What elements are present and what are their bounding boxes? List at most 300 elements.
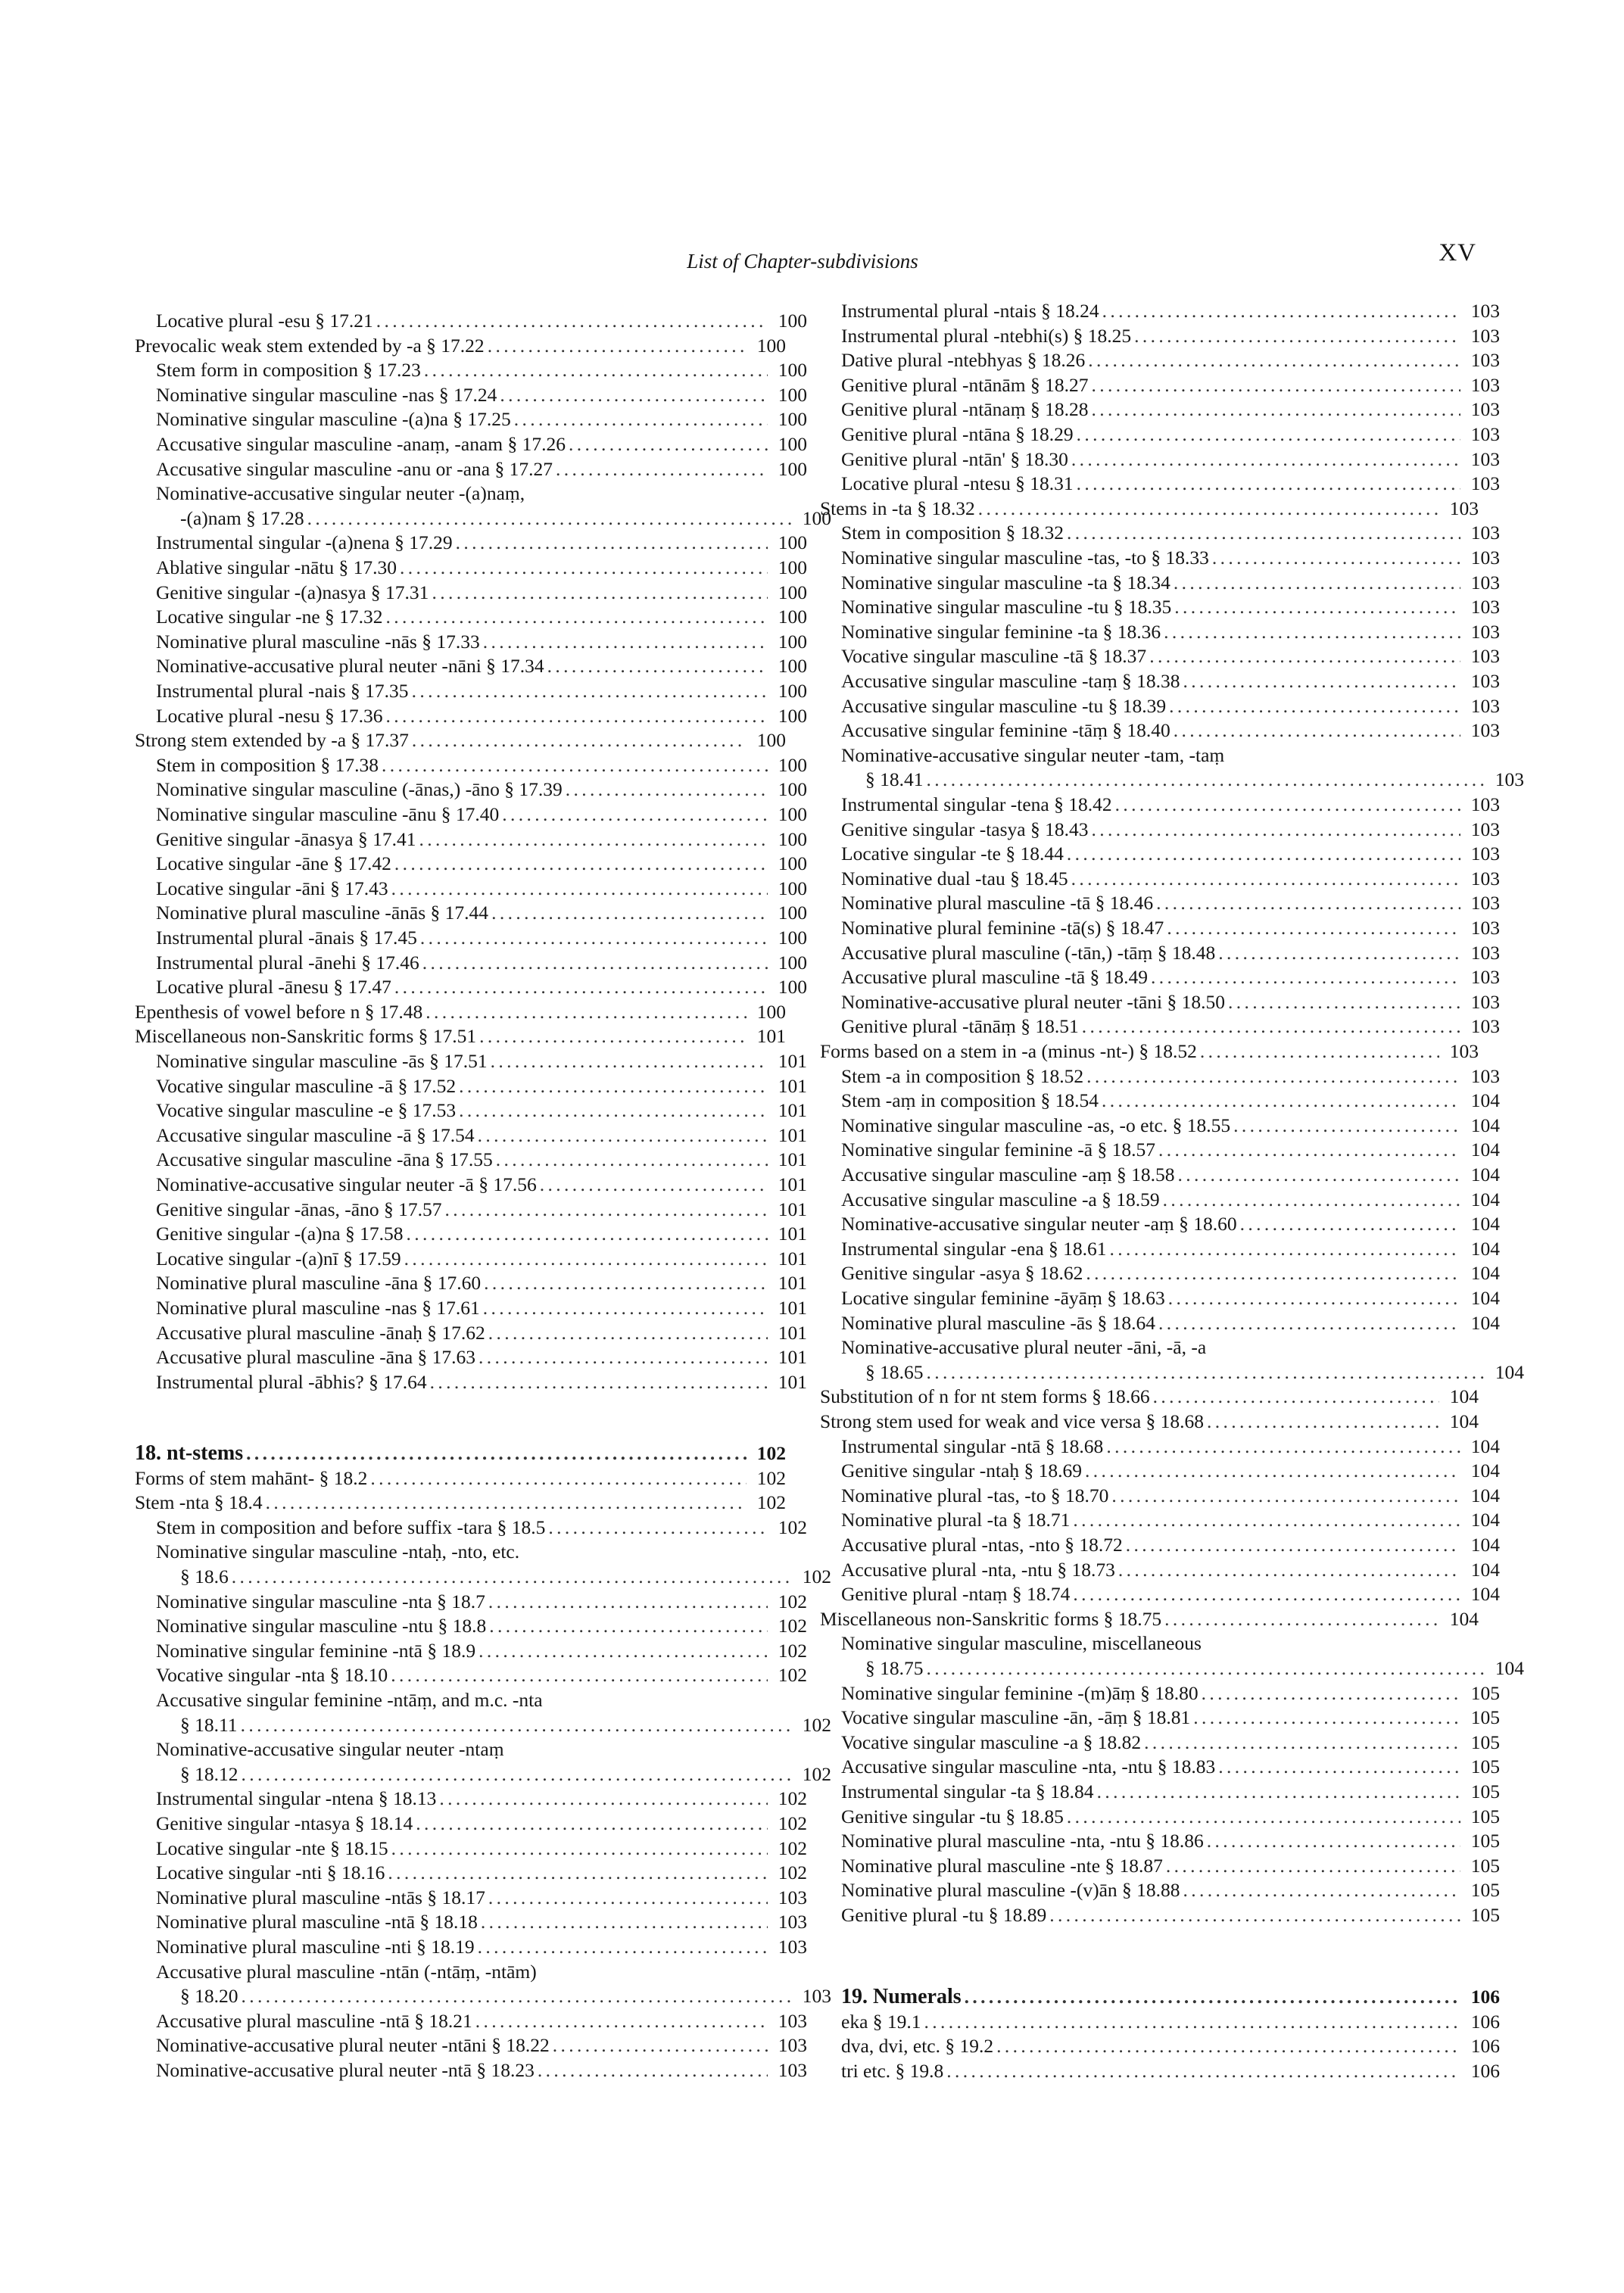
- toc-entry-title: Genitive plural -tānāṃ § 18.51: [841, 1015, 1079, 1038]
- toc-entry-title: Nominative singular masculine -as, -o etc. § 18.55: [841, 1114, 1231, 1136]
- leader-dots: [1158, 1311, 1460, 1335]
- leader-dots: [1088, 348, 1460, 372]
- toc-entry: [820, 793, 1500, 817]
- toc-entry: [820, 1089, 1500, 1113]
- toc-entry-title: Genitive plural -tu § 18.89: [841, 1904, 1047, 1926]
- toc-entry: [820, 299, 1500, 323]
- toc-entry-title: Nominative singular masculine -ānu § 17.40: [156, 803, 500, 825]
- toc-entry-page: 104: [1470, 1287, 1500, 1309]
- toc-entry-page: 100: [778, 581, 807, 603]
- leader-dots: [1240, 1212, 1460, 1236]
- leader-dots: [491, 901, 768, 925]
- toc-entry: [820, 1212, 1500, 1236]
- toc-entry-page: 103: [778, 1911, 807, 1933]
- toc-entry-page: 100: [778, 951, 807, 974]
- toc-entry: [135, 1737, 807, 1762]
- toc-entry-page: 101: [778, 1247, 807, 1270]
- leader-dots: [540, 1173, 768, 1197]
- toc-entry: [820, 1237, 1500, 1261]
- toc-entry-page: 101: [778, 1346, 807, 1369]
- toc-entry: [135, 1198, 807, 1222]
- toc-entry-title: Genitive singular -tasya § 18.43: [841, 818, 1089, 840]
- toc-entry-title: Accusative singular masculine -a § 18.59: [841, 1188, 1160, 1210]
- toc-entry-title: Locative plural -ānesu § 17.47: [156, 976, 391, 999]
- leader-dots: [1156, 891, 1460, 915]
- toc-entry-page: 100: [778, 556, 807, 578]
- toc-entry-title: § 18.75: [865, 1657, 924, 1679]
- leader-dots: [553, 2033, 768, 2058]
- toc-entry-title: Nominative-accusative plural neuter -ntāni § 18.22: [156, 2034, 550, 2057]
- leader-dots: [478, 1123, 768, 1148]
- toc-entry: [820, 818, 1500, 842]
- toc-entry-title: Nominative-accusative plural neuter -nāni § 17.34: [156, 655, 544, 678]
- toc-entry: [135, 309, 807, 333]
- leader-dots: [1174, 571, 1460, 595]
- toc-entry: [135, 802, 807, 827]
- leader-dots: [478, 1639, 768, 1663]
- toc-entry-title: Nominative plural masculine -āna § 17.60: [156, 1272, 482, 1294]
- leader-dots: [1067, 521, 1460, 545]
- toc-entry: [820, 1064, 1500, 1089]
- toc-entry: [135, 926, 807, 950]
- toc-entry-title: Nominative-accusative plural neuter -ntā § 18.23: [156, 2059, 535, 2081]
- toc-entry-page: 103: [778, 1886, 807, 1908]
- leader-dots: [1102, 1089, 1460, 1113]
- leader-dots: [491, 1049, 768, 1073]
- toc-entry-title: Stems in -ta § 18.32: [820, 497, 975, 519]
- toc-entry: [135, 827, 807, 852]
- toc-entry-title: 19. Numerals: [841, 1985, 962, 2008]
- leader-dots: [1091, 397, 1460, 422]
- leader-dots: [1166, 1854, 1460, 1878]
- toc-entry: [820, 1311, 1500, 1335]
- leader-dots: [1118, 1558, 1460, 1582]
- toc-entry: [135, 358, 807, 382]
- toc-entry-page: 103: [1470, 447, 1500, 470]
- leader-dots: [1111, 1484, 1460, 1508]
- leader-dots: [1086, 1064, 1460, 1089]
- running-title: List of Chapter-subdivisions: [687, 250, 918, 273]
- leader-dots: [1164, 1607, 1439, 1631]
- toc-entry-title: Nominative plural masculine -ās § 18.64: [841, 1311, 1155, 1334]
- toc-entry: [135, 1614, 807, 1638]
- leader-dots: [1153, 1385, 1439, 1409]
- toc-entry: [135, 1296, 807, 1320]
- toc-entry: [135, 506, 831, 531]
- toc-entry: [135, 975, 807, 999]
- toc-entry-page: 103: [1470, 694, 1500, 717]
- toc-entry: [135, 852, 807, 876]
- toc-entry-page: 103: [1449, 497, 1479, 519]
- toc-entry: [820, 1706, 1500, 1730]
- toc-entry-page: 103: [1470, 917, 1500, 939]
- toc-entry: [820, 1039, 1479, 1064]
- toc-entry-title: Instrumental plural -ānais § 17.45: [156, 927, 417, 949]
- toc-entry-title: Strong stem extended by -a § 17.37: [135, 729, 409, 752]
- leader-dots: [1085, 1459, 1460, 1483]
- leader-dots: [439, 1787, 768, 1811]
- leader-dots: [459, 1074, 768, 1098]
- toc-entry: [820, 348, 1500, 372]
- leader-dots: [488, 334, 747, 358]
- toc-entry-page: 103: [1470, 398, 1500, 421]
- toc-entry-title: Nominative singular masculine, miscellaneous: [841, 1632, 1202, 1655]
- toc-entry-title: Instrumental singular -ena § 18.61: [841, 1237, 1107, 1260]
- leader-dots: [488, 1321, 768, 1345]
- toc-entry: [135, 1540, 807, 1564]
- toc-entry: [820, 546, 1500, 570]
- toc-entry: [820, 941, 1500, 965]
- toc-entry-title: Nominative singular masculine -ntaḥ, -nto, etc.: [156, 1541, 520, 1563]
- leader-dots: [266, 1491, 747, 1515]
- toc-entry-title: Nominative-accusative singular neuter -tam, -taṃ: [841, 743, 1225, 766]
- toc-entry-page: 100: [778, 753, 807, 776]
- toc-entry-page: 102: [802, 1713, 831, 1736]
- leader-dots: [484, 1271, 768, 1295]
- leader-dots: [1073, 1508, 1460, 1532]
- leader-dots: [978, 497, 1439, 521]
- toc-entry-title: Accusative singular masculine -ā § 17.54: [156, 1123, 475, 1146]
- leader-dots: [382, 753, 768, 777]
- toc-entry-page: 106: [1470, 1986, 1500, 2008]
- toc-entry-page: 105: [1470, 1781, 1500, 1802]
- toc-entry-title: Stem in composition and before suffix -tara § 18.5: [156, 1516, 546, 1538]
- toc-entry-page: 100: [756, 729, 786, 752]
- toc-entry: [820, 595, 1500, 619]
- toc-entry-page: 106: [1470, 2059, 1500, 2082]
- toc-entry-title: Stem -a in composition § 18.52: [841, 1064, 1084, 1087]
- toc-entry: [135, 2009, 807, 2033]
- toc-entry: [820, 1138, 1500, 1162]
- toc-entry: [135, 1663, 807, 1687]
- leader-dots: [1218, 941, 1460, 965]
- toc-entry-title: Vocative singular -nta § 18.10: [156, 1664, 388, 1687]
- toc-entry: [135, 753, 807, 777]
- leader-dots: [1126, 1533, 1460, 1557]
- leader-dots: [488, 1886, 768, 1910]
- leader-dots: [481, 1910, 768, 1934]
- toc-entry: [820, 1558, 1500, 1582]
- toc-entry: [135, 704, 807, 728]
- toc-entry-title: Nominative plural masculine -nta, -ntu § 18.86: [841, 1830, 1204, 1852]
- toc-entry: [820, 422, 1500, 447]
- toc-entry-title: Nominative-accusative singular neuter -ntaṃ: [156, 1738, 504, 1761]
- toc-entry: [820, 669, 1500, 693]
- toc-entry-page: 104: [1470, 1139, 1500, 1161]
- toc-entry-title: Instrumental singular -(a)nena § 17.29: [156, 531, 453, 554]
- leader-dots: [502, 802, 768, 827]
- leader-dots: [242, 1762, 793, 1787]
- toc-entry-title: Nominative plural feminine -tā(s) § 18.47: [841, 917, 1164, 939]
- toc-entry-title: Locative singular -nte § 18.15: [156, 1837, 388, 1859]
- toc-entry: [135, 1345, 807, 1369]
- toc-entry: [820, 1582, 1500, 1606]
- toc-entry-page: 100: [778, 680, 807, 702]
- toc-entry: [135, 457, 807, 481]
- toc-entry-page: 101: [778, 1223, 807, 1245]
- toc-entry-page: 104: [1470, 1164, 1500, 1185]
- toc-entry: [820, 1878, 1500, 1902]
- leader-dots: [1168, 1286, 1460, 1310]
- toc-entry-page: 100: [778, 778, 807, 801]
- toc-entry-page: 105: [1470, 1854, 1500, 1877]
- leader-dots: [425, 1000, 747, 1024]
- toc-entry-page: 103: [1470, 966, 1500, 989]
- toc-entry: [820, 1631, 1500, 1656]
- toc-entry: [135, 1984, 831, 2008]
- leader-dots: [927, 1656, 1485, 1681]
- toc-entry: [820, 472, 1500, 496]
- toc-entry-page: 104: [1470, 1534, 1500, 1556]
- toc-entry-title: Locative plural -nesu § 17.36: [156, 704, 383, 727]
- toc-entry-page: 103: [1470, 349, 1500, 372]
- toc-entry: [135, 630, 807, 654]
- toc-entry-page: 102: [778, 1639, 807, 1662]
- leader-dots: [478, 1345, 768, 1369]
- toc-entry-page: 104: [1470, 1484, 1500, 1506]
- toc-entry: [135, 1222, 807, 1246]
- toc-entry-title: Forms based on a stem in -a (minus -nt-) § 18.52: [820, 1040, 1197, 1062]
- toc-entry-title: Genitive plural -ntaṃ § 18.74: [841, 1583, 1071, 1606]
- toc-entry-title: § 18.65: [865, 1360, 924, 1383]
- toc-entry-page: 103: [1470, 867, 1500, 889]
- toc-entry-page: 100: [778, 976, 807, 999]
- toc-entry-page: 104: [1449, 1410, 1479, 1432]
- toc-entry-page: 105: [1470, 1830, 1500, 1852]
- leader-dots: [1167, 916, 1460, 940]
- toc-entry-page: 100: [778, 827, 807, 850]
- toc-entry-page: 105: [1470, 1805, 1500, 1827]
- toc-entry: [820, 891, 1500, 915]
- toc-entry: [135, 531, 807, 555]
- toc-entry-page: 100: [778, 433, 807, 455]
- toc-entry-title: Genitive singular -asya § 18.62: [841, 1262, 1083, 1285]
- toc-entry: [135, 1713, 831, 1737]
- toc-entry-title: eka § 19.1: [841, 2010, 921, 2033]
- toc-entry-page: 100: [778, 927, 807, 949]
- leader-dots: [927, 1360, 1485, 1385]
- toc-entry: [135, 334, 786, 358]
- toc-entry-page: 103: [1470, 620, 1500, 643]
- toc-entry-title: Genitive singular -(a)na § 17.58: [156, 1223, 404, 1245]
- toc-entry-title: -(a)nam § 17.28: [180, 506, 304, 529]
- toc-entry-title: § 18.41: [865, 768, 924, 791]
- toc-entry-title: Substitution of n for nt stem forms § 18.66: [820, 1385, 1150, 1408]
- leader-dots: [416, 1812, 768, 1836]
- toc-entry-page: 105: [1470, 1731, 1500, 1753]
- leader-dots: [1067, 1805, 1460, 1829]
- toc-entry-page: 104: [1470, 1558, 1500, 1581]
- toc-entry-page: 101: [778, 1297, 807, 1319]
- toc-entry-title: Accusative plural masculine -ntā § 18.21: [156, 2009, 472, 2032]
- leader-dots: [1164, 620, 1460, 644]
- toc-entry-title: Accusative plural masculine (-tān,) -tāṃ § 18.48: [841, 941, 1216, 964]
- toc-entry-title: Nominative-accusative singular neuter -(a)naṃ,: [156, 482, 525, 505]
- leader-dots: [483, 630, 768, 654]
- toc-entry-page: 102: [756, 1442, 786, 1464]
- toc-entry-title: 18. nt-stems: [135, 1441, 244, 1465]
- toc-entry-title: Miscellaneous non-Sanskritic forms § 18.75: [820, 1607, 1162, 1630]
- toc-entry: [820, 1188, 1500, 1212]
- leader-dots: [500, 383, 768, 407]
- toc-entry-title: Stem form in composition § 17.23: [156, 359, 421, 382]
- toc-entry: [820, 1163, 1500, 1187]
- toc-entry-title: Genitive plural -ntānaṃ § 18.28: [841, 398, 1089, 421]
- toc-entry: [820, 447, 1500, 472]
- toc-entry: [820, 743, 1500, 768]
- toc-entry-page: 104: [1470, 1089, 1500, 1112]
- leader-dots: [1144, 1731, 1460, 1755]
- toc-entry-page: 101: [778, 1123, 807, 1146]
- leader-dots: [1134, 324, 1460, 348]
- toc-entry-page: 104: [1470, 1311, 1500, 1334]
- toc-entry: [820, 1656, 1524, 1681]
- toc-entry-title: Accusative singular feminine -ntāṃ, and m.c. -nta: [156, 1689, 543, 1711]
- toc-entry-title: Stem in composition § 17.38: [156, 753, 379, 776]
- toc-entry-page: 102: [778, 1516, 807, 1538]
- toc-entry-title: Locative singular feminine -āyāṃ § 18.63: [841, 1287, 1165, 1309]
- toc-entry-title: Nominative singular masculine -ās § 17.51: [156, 1050, 488, 1072]
- leader-dots: [391, 877, 768, 901]
- toc-entry-title: Accusative plural masculine -tā § 18.49: [841, 966, 1149, 989]
- toc-entry: [820, 1286, 1500, 1310]
- toc-entry-page: 102: [778, 1787, 807, 1810]
- toc-entry: [820, 1484, 1500, 1508]
- toc-entry: [135, 1516, 807, 1540]
- leader-dots: [489, 1614, 768, 1638]
- leader-dots: [924, 2010, 1460, 2034]
- toc-entry-title: Genitive singular -(a)nasya § 17.31: [156, 581, 429, 603]
- toc-entry-title: Accusative plural -ntas, -nto § 18.72: [841, 1534, 1123, 1556]
- toc-entry-title: Locative singular -(a)nī § 17.59: [156, 1247, 401, 1270]
- toc-entry: [820, 571, 1500, 595]
- leader-dots: [1071, 867, 1460, 891]
- toc-entry-title: Vocative singular masculine -ā § 17.52: [156, 1074, 457, 1097]
- toc-entry-title: Accusative singular masculine -anaṃ, -anam § 17.26: [156, 433, 566, 455]
- toc-entry-title: Nominative plural masculine -ntās § 18.17: [156, 1886, 485, 1908]
- toc-entry: [135, 1049, 807, 1073]
- toc-entry: [135, 1247, 807, 1271]
- toc-entry: [820, 1335, 1500, 1360]
- toc-entry-title: Nominative-accusative singular neuter -aṃ § 18.60: [841, 1213, 1237, 1235]
- toc-entry-title: Accusative plural masculine -ntān (-ntāṃ, -ntām): [156, 1960, 537, 1983]
- toc-entry-title: Strong stem used for weak and vice versa § 18.68: [820, 1410, 1205, 1432]
- toc-entry-title: Nominative plural masculine -ānās § 17.44: [156, 902, 489, 924]
- toc-entry-title: Nominative singular masculine -tu § 18.35: [841, 596, 1172, 618]
- leader-dots: [246, 1441, 747, 1466]
- toc-entry-title: Locative singular -nti § 18.16: [156, 1862, 385, 1884]
- toc-entry-title: Instrumental singular -tena § 18.42: [841, 793, 1112, 815]
- toc-entry-page: 103: [1470, 324, 1500, 347]
- toc-entry: [820, 1014, 1500, 1039]
- toc-entry-page: 100: [802, 506, 831, 529]
- toc-entry-page: 103: [1470, 1015, 1500, 1038]
- leader-dots: [1163, 1188, 1460, 1212]
- toc-entry-title: Genitive singular -ānas, -āno § 17.57: [156, 1198, 442, 1220]
- toc-entry: [820, 842, 1500, 866]
- toc-entry-title: § 18.20: [180, 1985, 238, 2008]
- toc-entry-title: Nominative plural masculine -ntā § 18.18: [156, 1911, 478, 1933]
- toc-entry-title: Genitive singular -ntasya § 18.14: [156, 1812, 413, 1834]
- leader-dots: [391, 1663, 768, 1687]
- toc-entry: [820, 1854, 1500, 1878]
- toc-entry-page: 103: [778, 2034, 807, 2057]
- toc-entry: [135, 877, 807, 901]
- toc-entry-title: Nominative plural masculine -tā § 18.46: [841, 892, 1154, 914]
- toc-entry: [135, 1491, 786, 1515]
- toc-entry-page: 105: [1470, 1706, 1500, 1729]
- toc-entry-title: Nominative plural -ta § 18.71: [841, 1509, 1071, 1531]
- leader-dots: [419, 827, 768, 852]
- toc-entry-title: Genitive singular -ntaḥ § 18.69: [841, 1460, 1082, 1482]
- toc-entry: [135, 1861, 807, 1885]
- toc-entry-title: Miscellaneous non-Sanskritic forms § 17.51: [135, 1025, 477, 1048]
- toc-entry-page: 102: [778, 1812, 807, 1834]
- toc-entry: [820, 1385, 1479, 1409]
- toc-entry: [820, 620, 1500, 644]
- leader-dots: [412, 728, 747, 752]
- chapter-heading: [135, 1441, 786, 1466]
- toc-entry: [820, 1731, 1500, 1755]
- toc-entry-title: Nominative singular masculine -nas § 17.24: [156, 383, 497, 406]
- toc-entry: [135, 1812, 807, 1836]
- toc-entry: [135, 654, 807, 678]
- toc-entry-title: Nominative singular feminine -(m)āṃ § 18.80: [841, 1681, 1199, 1704]
- toc-entry: [820, 916, 1500, 940]
- toc-entry: [820, 867, 1500, 891]
- toc-entry-page: 104: [1495, 1360, 1524, 1383]
- toc-entry-page: 100: [778, 531, 807, 554]
- leader-dots: [232, 1565, 792, 1589]
- leader-dots: [241, 1713, 792, 1737]
- toc-entry-page: 103: [778, 2059, 807, 2081]
- toc-entry-title: Instrumental plural -ābhis? § 17.64: [156, 1370, 427, 1393]
- leader-dots: [1169, 694, 1460, 718]
- toc-entry-title: Nominative singular masculine (-ānas,) -āno § 17.39: [156, 778, 563, 801]
- toc-entry: [820, 1755, 1500, 1779]
- toc-entry: [820, 2059, 1500, 2083]
- toc-entry-page: 103: [1470, 373, 1500, 396]
- toc-entry-page: 105: [1470, 1904, 1500, 1926]
- toc-entry: [135, 1886, 807, 1910]
- leader-dots: [430, 1370, 768, 1394]
- toc-entry-page: 100: [778, 877, 807, 899]
- toc-entry-title: Vocative singular masculine -tā § 18.37: [841, 645, 1147, 668]
- toc-entry-page: 106: [1470, 2035, 1500, 2058]
- toc-entry-page: 100: [756, 1000, 786, 1023]
- toc-entry-page: 103: [1470, 843, 1500, 865]
- toc-entry-title: Nominative dual -tau § 18.45: [841, 867, 1068, 889]
- leader-dots: [1110, 1237, 1460, 1261]
- toc-entry-page: 101: [778, 1198, 807, 1220]
- toc-entry-title: Locative singular -āni § 17.43: [156, 877, 388, 899]
- toc-entry-title: Forms of stem mahānt- § 18.2: [135, 1466, 368, 1489]
- toc-entry-page: 102: [756, 1491, 786, 1514]
- leader-dots: [1207, 1829, 1460, 1853]
- toc-entry: [135, 1837, 807, 1861]
- leader-dots: [547, 654, 768, 678]
- toc-entry: [135, 1074, 807, 1098]
- leader-dots: [566, 777, 768, 802]
- leader-dots: [456, 531, 768, 555]
- leader-dots: [391, 1837, 768, 1861]
- toc-entry-page: 101: [778, 1272, 807, 1294]
- toc-entry-title: Nominative plural masculine -nti § 18.19: [156, 1936, 475, 1958]
- toc-entry-title: Locative singular -ne § 17.32: [156, 606, 383, 628]
- toc-entry: [135, 605, 807, 629]
- toc-entry-title: Vocative singular masculine -ān, -āṃ § 18.81: [841, 1706, 1191, 1729]
- leader-dots: [1086, 1261, 1460, 1285]
